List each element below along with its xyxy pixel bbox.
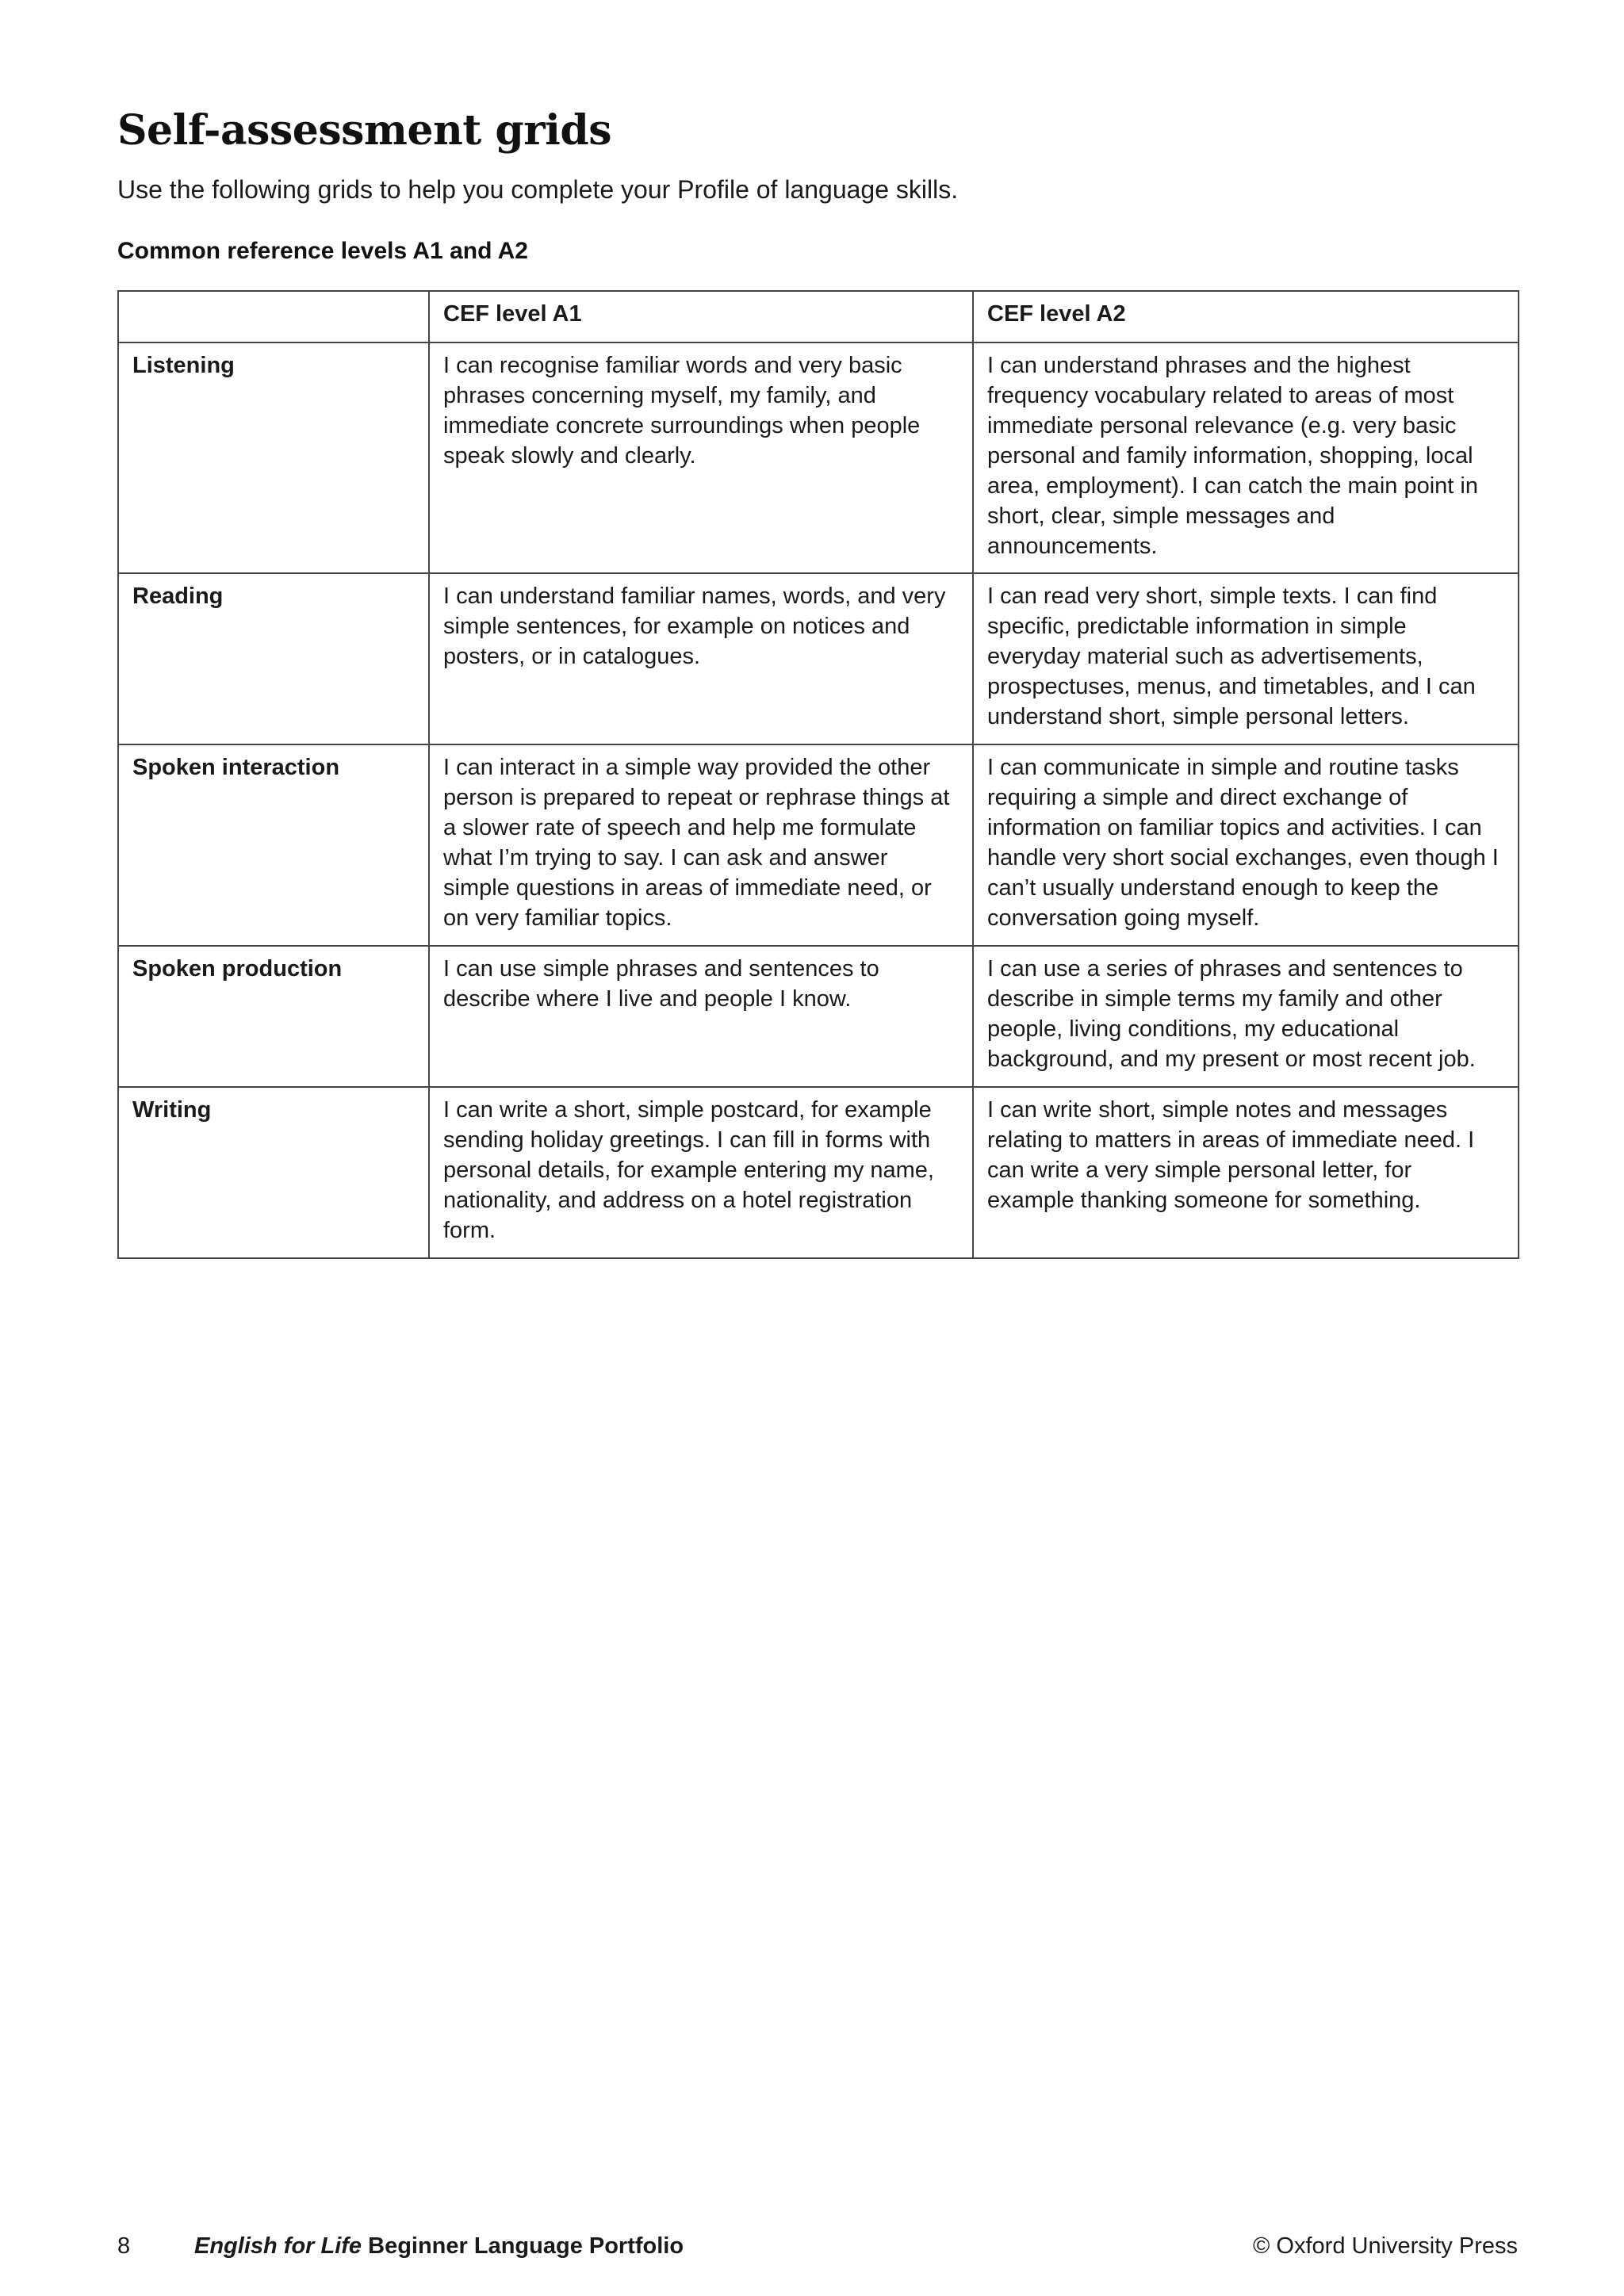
table-row bbox=[118, 342, 1519, 573]
table-row bbox=[118, 1087, 1519, 1258]
book-title bbox=[194, 2233, 684, 2260]
page-title: Self-assessment grids bbox=[117, 106, 612, 155]
section-subheading: Common reference levels A1 and A2 bbox=[117, 238, 528, 264]
a2-cell: I can read very short, simple texts. I can find specific, predictable information in simple everyday material such as advertisements, prospectuses, menus, and timetables, and I can understand short, simple personal letters. bbox=[973, 573, 1519, 744]
skill-cell: Reading bbox=[118, 573, 429, 744]
header-a2: CEF level A2 bbox=[973, 291, 1519, 342]
a1-cell: I can understand familiar names, words, and very simple sentences, for example on notices and posters, or in catalogues. bbox=[429, 573, 973, 744]
skill-cell: Spoken production bbox=[118, 946, 429, 1087]
skill-cell: Listening bbox=[118, 342, 429, 573]
a1-cell: I can write a short, simple postcard, for example sending holiday greetings. I can fill in forms with personal details, for example entering my name, nationality, and address on a hotel registration form. bbox=[429, 1087, 973, 1258]
table-row bbox=[118, 744, 1519, 946]
document-page bbox=[117, 0, 1518, 2296]
table-header-row bbox=[118, 291, 1519, 342]
book-title-italic: English for Life bbox=[194, 2233, 362, 2259]
header-a1: CEF level A1 bbox=[429, 291, 973, 342]
skill-cell: Spoken interaction bbox=[118, 744, 429, 946]
a1-cell: I can use simple phrases and sentences to describe where I live and people I know. bbox=[429, 946, 973, 1087]
a1-cell: I can recognise familiar words and very basic phrases concerning myself, my family, and immediate concrete surroundings when people speak slowly and clearly. bbox=[429, 342, 973, 573]
self-assessment-table bbox=[117, 290, 1519, 1259]
a2-cell: I can communicate in simple and routine tasks requiring a simple and direct exchange of information on familiar topics and activities. I can handle very short social exchanges, even though I can’t usually understand enough to keep the conversation going myself. bbox=[973, 744, 1519, 946]
page-footer bbox=[117, 2233, 1518, 2265]
a2-cell: I can use a series of phrases and sentences to describe in simple terms my family and other people, living conditions, my educational background, and my present or most recent job. bbox=[973, 946, 1519, 1087]
book-title-rest: Beginner Language Portfolio bbox=[362, 2233, 684, 2259]
table-row bbox=[118, 573, 1519, 744]
intro-text: Use the following grids to help you complete your Profile of language skills. bbox=[117, 175, 959, 204]
skill-cell: Writing bbox=[118, 1087, 429, 1258]
page-number: 8 bbox=[117, 2233, 131, 2259]
a2-cell: I can write short, simple notes and messages relating to matters in areas of immediate need. I can write a very simple personal letter, for example thanking someone for something. bbox=[973, 1087, 1519, 1258]
copyright-notice: © Oxford University Press bbox=[1253, 2233, 1518, 2259]
a1-cell: I can interact in a simple way provided the other person is prepared to repeat or rephrase things at a slower rate of speech and help me formulate what I’m trying to say. I can ask and answer simple questions in areas of immediate need, or on very familiar topics. bbox=[429, 744, 973, 946]
header-skill bbox=[118, 291, 429, 342]
table-row bbox=[118, 946, 1519, 1087]
a2-cell: I can understand phrases and the highest frequency vocabulary related to areas of most immediate personal relevance (e.g. very basic personal and family information, shopping, local area, employment). I can catch the main point in short, clear, simple messages and announcements. bbox=[973, 342, 1519, 573]
